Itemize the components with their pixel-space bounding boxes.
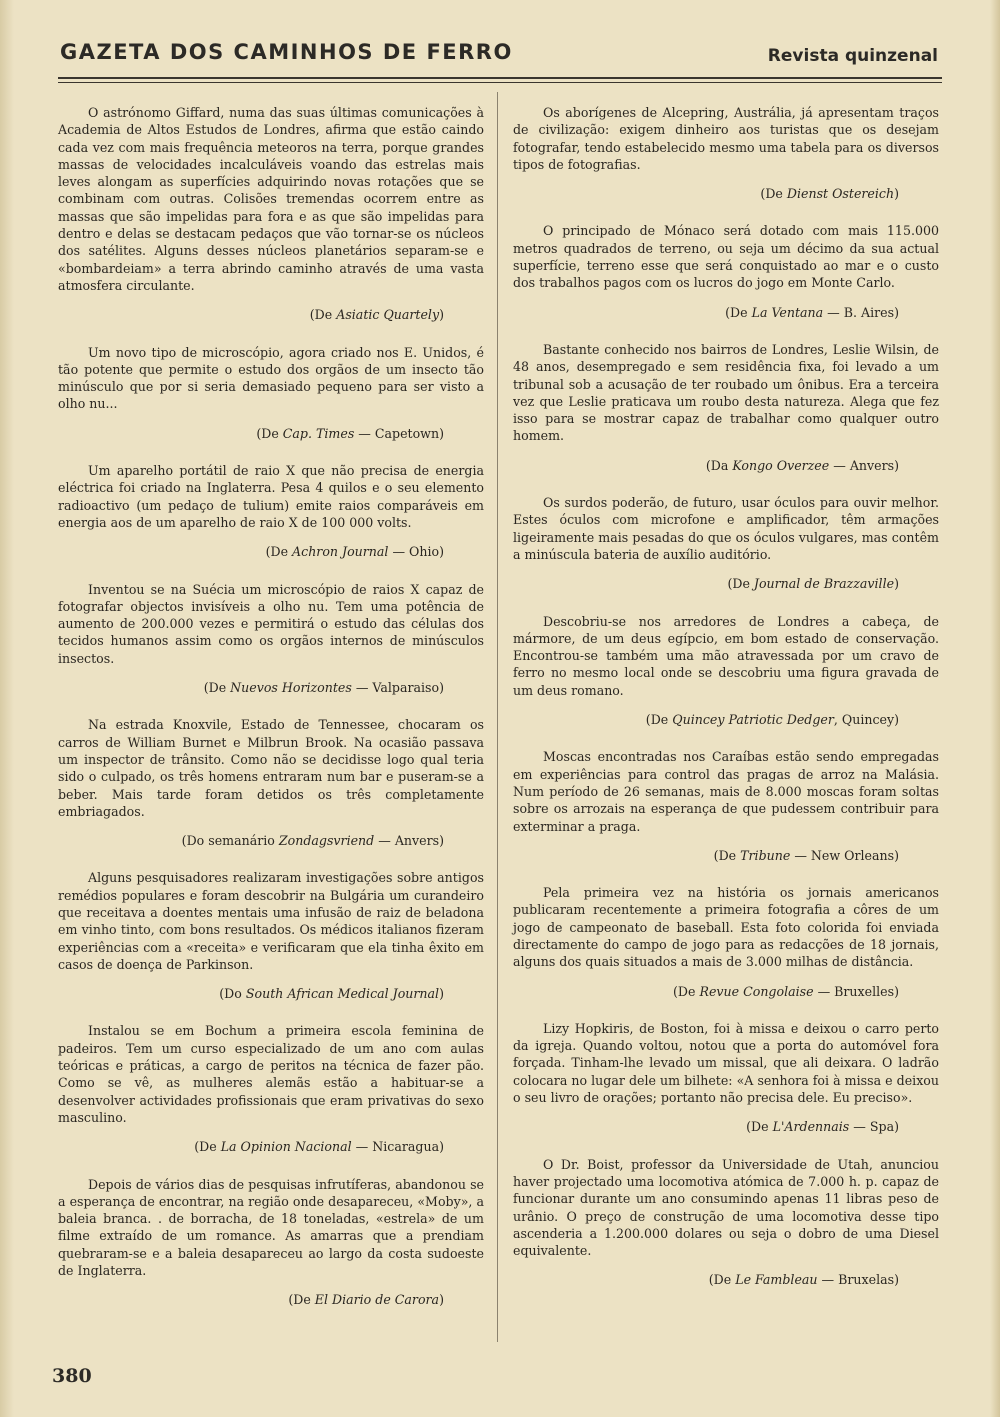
header-rule-thin bbox=[58, 82, 942, 83]
source-suffix: ) bbox=[439, 1292, 444, 1308]
news-item-text: Pela primeira vez na história os jornais americanos publicaram recentemente a primeira fotografia a côres de um jogo de campeonato de baseball. Esta foto colorida foi enviada directamente do campo de jogo para as redacções de 18 jornais, alguns dos quais situados a mais de 3.000 milhas de distância. bbox=[513, 885, 939, 970]
news-item-text: Moscas encontradas nos Caraíbas estão sendo empregadas em experiências para control das pragas de arroz na Malásia. Num período de 26 semanas, mais de 8.000 moscas foram soltas sobre os arrozais na esperança de que pudessem contribuir para exterminar a praga. bbox=[513, 749, 939, 834]
source-prefix: (De bbox=[645, 712, 673, 728]
news-item bbox=[513, 222, 939, 320]
item-spacer bbox=[513, 474, 939, 494]
page-edge-right bbox=[990, 0, 1000, 1417]
news-item-text: Os aborígenes de Alcepring, Austrália, já apresentam traços de civilização: exigem dinheiro aos turistas que os desejam fotografar, tendo estabelecido mesmo uma tabela para os diversos tipos de fotografias. bbox=[513, 105, 939, 172]
news-item-source bbox=[513, 575, 899, 592]
news-item-text: Alguns pesquisadores realizaram investigações sobre antigos remédios populares e foram descobrir na Bulgária um curandeiro que receitava a doentes mentais uma infusão de raiz de beladona em vinho tinto, com bons resultados. Os médicos italianos fizeram experiências com a «receita» e verificaram que ela tinha êxito em casos de doença de Parkinson. bbox=[58, 870, 484, 972]
source-prefix: (De bbox=[194, 1139, 221, 1155]
source-prefix: (De bbox=[673, 983, 700, 999]
source-suffix: — Spa) bbox=[849, 1119, 899, 1135]
source-suffix: — Valparaiso) bbox=[351, 680, 444, 696]
source-prefix: (De bbox=[708, 1272, 736, 1288]
item-spacer bbox=[58, 561, 484, 581]
item-spacer bbox=[58, 1002, 484, 1022]
source-name: La Opinion Nacional bbox=[220, 1139, 352, 1155]
source-suffix: — Bruxelas) bbox=[817, 1272, 899, 1288]
news-item bbox=[513, 494, 939, 592]
source-name: Cap. Times bbox=[282, 425, 355, 441]
item-spacer bbox=[58, 696, 484, 716]
source-name: Tribune bbox=[740, 847, 791, 863]
news-item-source bbox=[513, 1271, 899, 1288]
item-spacer bbox=[513, 1000, 939, 1020]
source-prefix: (Do bbox=[219, 986, 246, 1002]
source-name: El Diario de Carora bbox=[314, 1292, 440, 1308]
item-spacer bbox=[513, 321, 939, 341]
left-column bbox=[58, 104, 484, 1309]
news-item-source bbox=[58, 1138, 444, 1155]
source-name: Dienst Ostereich bbox=[786, 186, 895, 202]
source-prefix: (De bbox=[288, 1292, 315, 1308]
news-item-text: O Dr. Boist, professor da Universidade de Utah, anunciou haver projectado uma locomotiva atómica de 7.000 h. p. capaz de funcionar durante um ano consumindo apenas 11 libras peso de urânio. O preço de construção de uma locomotiva desse tipo ascenderia a 1.200.000 dolares ou seja o dobro de uma Diesel equivalente. bbox=[513, 1156, 939, 1259]
source-name: Le Fambleau bbox=[735, 1272, 818, 1288]
news-item-text: Inventou se na Suécia um microscópio de raios X capaz de fotografar objectos invisíveis a olho nu. Tem uma potência de aumento de 200.000 vezes e permitirá o estudo das células dos tecidos humanos assim como os orgãos internos de minúsculos insectos. bbox=[58, 581, 484, 666]
news-item bbox=[513, 1020, 939, 1136]
item-spacer bbox=[513, 593, 939, 613]
source-prefix: (De bbox=[309, 307, 337, 323]
news-item-source bbox=[58, 1291, 444, 1308]
news-item-text: Um novo tipo de microscópio, agora criado nos E. Unidos, é tão potente que permite o estudo dos orgãos de um insecto tão minúsculo que por si seria demasiado pequeno para ser visto a olho nu... bbox=[58, 344, 484, 412]
source-name: La Ventana bbox=[751, 304, 824, 320]
source-name: Kongo Overzee bbox=[732, 457, 830, 473]
running-subtitle: Revista quinzenal bbox=[767, 46, 938, 66]
source-suffix: — Anvers) bbox=[829, 457, 899, 473]
header-rule bbox=[58, 77, 942, 79]
source-name: South African Medical Journal bbox=[245, 986, 440, 1002]
news-item-text: Lizy Hopkiris, de Boston, foi à missa e deixou o carro perto da igreja. Quando voltou, notou que a porta do automóvel fora forçada. Tinham-lhe levado um missal, que ali deixara. O ladrão colocara no lugar dele um bilhete: «A senhora foi à missa e deixou o seu livro de orações; portanto não precisa dele. Eu preciso». bbox=[513, 1020, 939, 1106]
source-suffix: — Capetown) bbox=[354, 425, 444, 441]
source-prefix: (Da bbox=[705, 457, 733, 473]
source-prefix: (De bbox=[760, 186, 787, 202]
news-item bbox=[513, 1156, 939, 1289]
news-item-source bbox=[58, 832, 444, 849]
news-item bbox=[513, 748, 939, 864]
news-item-source bbox=[58, 985, 444, 1002]
news-item-text: Na estrada Knoxvile, Estado de Tennessee, chocaram os carros de William Burnet e Milbrun Brook. Na ocasião passava um inspector de trânsito. Como não se decidisse logo qual teria sido o culpado, os três homens entraram num bar e puseram-se a beber. Mais tarde foram detidos os três completamente embriagados. bbox=[58, 717, 484, 819]
source-suffix: ) bbox=[439, 986, 444, 1002]
news-item-source bbox=[513, 185, 899, 202]
news-item-source bbox=[513, 847, 899, 864]
news-item-source bbox=[513, 1118, 899, 1135]
news-item bbox=[58, 1176, 484, 1309]
source-prefix: (De bbox=[265, 544, 293, 560]
item-spacer bbox=[58, 849, 484, 869]
source-name: L'Ardennais bbox=[772, 1119, 850, 1135]
news-item bbox=[58, 716, 484, 849]
news-item bbox=[58, 104, 484, 324]
news-item bbox=[513, 884, 939, 1000]
source-prefix: (De bbox=[713, 847, 741, 863]
news-item-text: O astrónomo Giffard, numa das suas últimas comunicações à Academia de Altos Estudos de Londres, afirma que estão caindo cada vez com mais frequência meteoros na terra, porque grandes massas de velocidades incalculáveis voando das estrelas mais leves alongam as superfícies adquirindo novas rotações que se combinam com outras. Colisões tremendas ocorrem entre as massas que são impelidas para fora e as que são impelidas para dentro e delas se destacam pedaços que vão tornar-se os núcleos dos satélites. Alguns desses núcleos planetários separam-se e «bombardeiam» a terra abrindo caminho através de uma vasta atmosfera circulante. bbox=[58, 105, 484, 293]
source-name: Revue Congolaise bbox=[699, 983, 814, 999]
item-spacer bbox=[513, 864, 939, 884]
news-item-text: O principado de Mónaco será dotado com mais 115.000 metros quadrados de terreno, ou seja um décimo da sua actual superfície, terreno esse que será conquistado ao mar e o custo dos trabalhos pagos com os lucros do jogo em Monte Carlo. bbox=[513, 223, 939, 291]
news-item-source bbox=[513, 983, 899, 1000]
right-column bbox=[513, 104, 939, 1289]
source-suffix: — B. Aires) bbox=[823, 304, 899, 320]
item-spacer bbox=[513, 728, 939, 748]
news-item-source bbox=[513, 457, 899, 474]
news-item-text: Depois de vários dias de pesquisas infrutíferas, abandonou se a esperança de encontrar, na região onde desapareceu, «Moby», a baleia branca. . de borracha, de 18 toneladas, «estrela» de um filme extraído de um romance. As amarras que a prendiam quebraram-se e a baleia desapareceu ao largo da costa sudoeste de Inglaterra. bbox=[58, 1176, 484, 1279]
news-item bbox=[58, 581, 484, 697]
news-item-text: Os surdos poderão, de futuro, usar óculos para ouvir melhor. Estes óculos com microfone e amplificador, têm armações ligeiramente mais pesadas do que os óculos vulgares, mas contêm a minúscula bateria de auxílio auditório. bbox=[513, 495, 939, 562]
source-prefix: (De bbox=[256, 425, 283, 441]
source-prefix: (Do semanário bbox=[181, 833, 279, 849]
source-suffix: — Anvers) bbox=[374, 833, 444, 849]
source-name: Achron Journal bbox=[292, 544, 389, 560]
item-spacer bbox=[513, 1136, 939, 1156]
news-item-text: Um aparelho portátil de raio X que não precisa de energia eléctrica foi criado na Inglaterra. Pesa 4 quilos e o seu elemento radioactivo (um pedaço de tulium) emite raios comparáveis em energia aos de um aparelho de raio X de 100 000 volts. bbox=[58, 463, 484, 530]
news-item-source bbox=[58, 679, 444, 696]
news-item bbox=[58, 869, 484, 1002]
item-spacer bbox=[513, 202, 939, 222]
source-suffix: — New Orleans) bbox=[790, 847, 899, 863]
news-item bbox=[58, 344, 484, 442]
item-spacer bbox=[58, 324, 484, 344]
news-item bbox=[58, 462, 484, 560]
news-item-text: Bastante conhecido nos bairros de Londres, Leslie Wilsin, de 48 anos, desempregado e sem residência fixa, foi levado a um tribunal sob a acusação de ter roubado um ônibus. Era a terceira vez que Leslie praticava um roubo desta natureza. Alega que fez isso para se mostrar capaz de trabalhar como qualquer outro homem. bbox=[513, 341, 939, 444]
source-name: Zondagsvriend bbox=[278, 833, 375, 849]
source-suffix: ) bbox=[439, 307, 444, 323]
source-suffix: ) bbox=[894, 186, 899, 202]
source-prefix: (De bbox=[725, 304, 752, 320]
source-suffix: , Quincey) bbox=[833, 712, 899, 728]
page-edge-left bbox=[0, 0, 14, 1417]
source-prefix: (De bbox=[746, 1119, 773, 1135]
item-spacer bbox=[58, 442, 484, 462]
source-suffix: ) bbox=[894, 576, 899, 592]
source-name: Asiatic Quartely bbox=[336, 307, 440, 323]
source-suffix: — Bruxelles) bbox=[813, 983, 899, 999]
news-item-text: Instalou se em Bochum a primeira escola feminina de padeiros. Tem um curso especializado de um ano com aulas teóricas e práticas, a cargo de peritos na técnica de fazer pão. Como se vê, as mulheres alemãs estão a habituar-se a desenvolver actividades profissionais que eram privativas do sexo masculino. bbox=[58, 1023, 484, 1125]
news-item-source bbox=[58, 425, 444, 442]
news-item bbox=[513, 104, 939, 202]
news-item-source bbox=[58, 543, 444, 560]
news-item bbox=[58, 1022, 484, 1155]
source-prefix: (De bbox=[203, 680, 231, 696]
source-suffix: — Ohio) bbox=[388, 544, 444, 560]
source-name: Nuevos Horizontes bbox=[230, 680, 352, 696]
column-divider bbox=[497, 92, 498, 1342]
item-spacer bbox=[58, 1156, 484, 1176]
news-item-source bbox=[513, 711, 899, 728]
news-item-source bbox=[513, 304, 899, 321]
source-suffix: — Nicaragua) bbox=[351, 1139, 444, 1155]
source-name: Quincey Patriotic Dedger bbox=[672, 712, 834, 728]
news-item-source bbox=[58, 306, 444, 323]
news-item bbox=[513, 341, 939, 474]
running-title: GAZETA DOS CAMINHOS DE FERRO bbox=[60, 40, 513, 64]
source-prefix: (De bbox=[727, 576, 754, 592]
news-item-text: Descobriu-se nos arredores de Londres a cabeça, de mármore, de um deus egípcio, em bom estado de conservação. Encontrou-se também uma mão atravessada por um cravo de ferro no mesmo local onde se descobriu uma figura gravada de um deus romano. bbox=[513, 613, 939, 698]
news-item bbox=[513, 613, 939, 729]
page-number: 380 bbox=[52, 1365, 92, 1387]
source-name: Journal de Brazzaville bbox=[753, 576, 895, 592]
